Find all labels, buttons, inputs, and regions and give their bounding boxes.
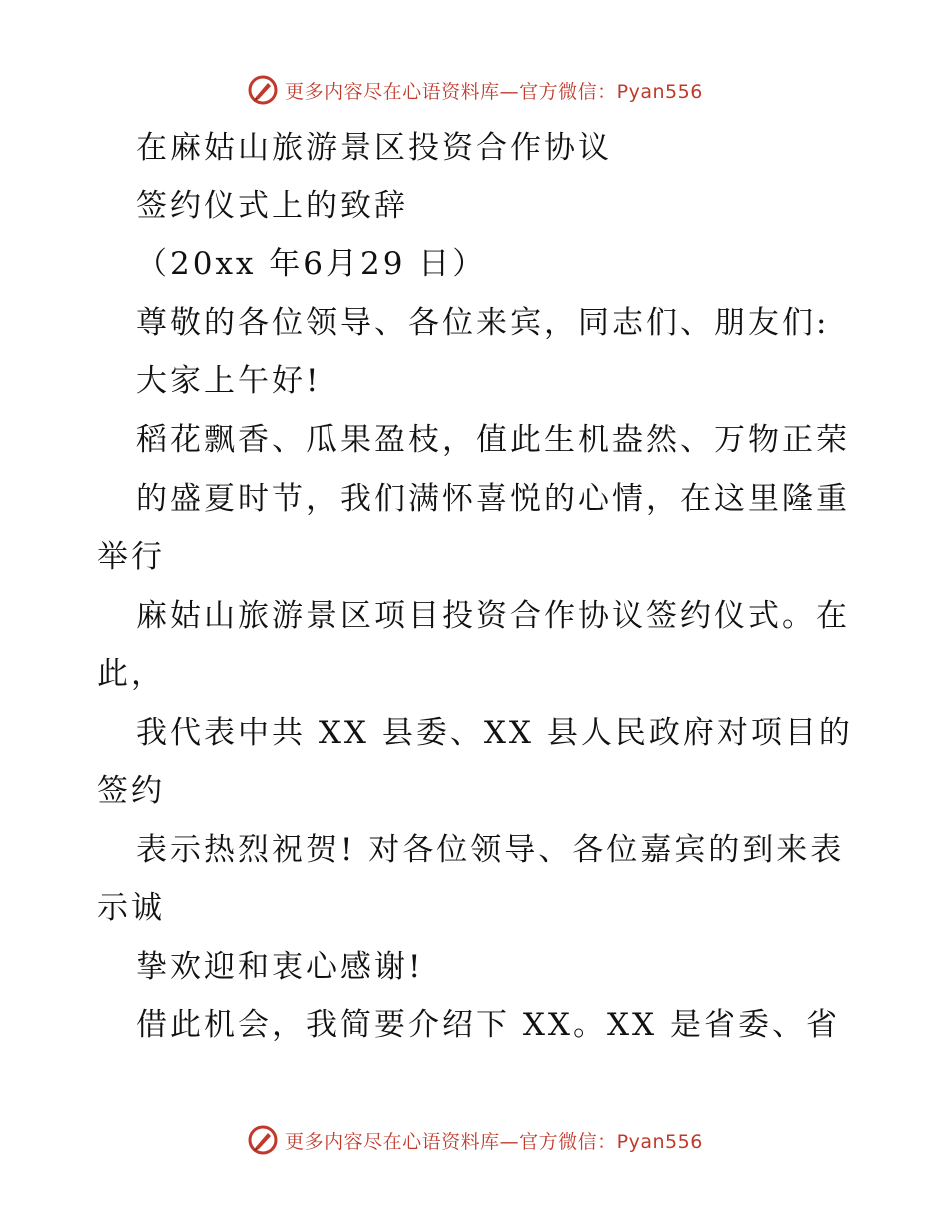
paragraph-line: 表示热烈祝贺! 对各位领导、各位嘉宾的到来表 xyxy=(136,832,845,868)
salutation-line: 尊敬的各位领导、各位来宾，同志们、朋友们: xyxy=(136,305,830,341)
paragraph-line: 举行 xyxy=(97,539,165,575)
watermark-footer xyxy=(0,1120,950,1160)
pen-nib-logo-icon xyxy=(247,74,279,106)
paragraph-line: 此， xyxy=(97,656,165,692)
paragraph-line: 示诚 xyxy=(97,890,165,926)
paragraph-line: 挚欢迎和衷心感谢! xyxy=(136,949,424,985)
paragraph-line: 借此机会，我简要介绍下 XX。XX 是省委、省 xyxy=(136,1007,840,1043)
watermark-header xyxy=(0,70,950,110)
paragraph-line: 稻花飘香、瓜果盈枝，值此生机盎然、万物正荣 xyxy=(136,422,850,458)
title-line-1: 在麻姑山旅游景区投资合作协议 xyxy=(136,130,612,166)
paragraph-line: 签约 xyxy=(97,773,165,809)
paragraph-line: 我代表中共 XX 县委、XX 县人民政府对项目的 xyxy=(136,715,853,751)
paragraph-line: 麻姑山旅游景区项目投资合作协议签约仪式。在 xyxy=(136,598,850,634)
watermark-text: 更多内容尽在心语资料库—官方微信：Pyan556 xyxy=(285,80,703,103)
date-line: （20xx 年6月29 日） xyxy=(136,246,487,282)
watermark-text: 更多内容尽在心语资料库—官方微信：Pyan556 xyxy=(285,1130,703,1153)
paragraph-line: 的盛夏时节，我们满怀喜悦的心情，在这里隆重 xyxy=(136,481,850,517)
pen-nib-logo-icon xyxy=(247,1124,279,1156)
title-line-2: 签约仪式上的致辞 xyxy=(136,188,408,224)
greeting-line: 大家上午好! xyxy=(136,363,322,399)
